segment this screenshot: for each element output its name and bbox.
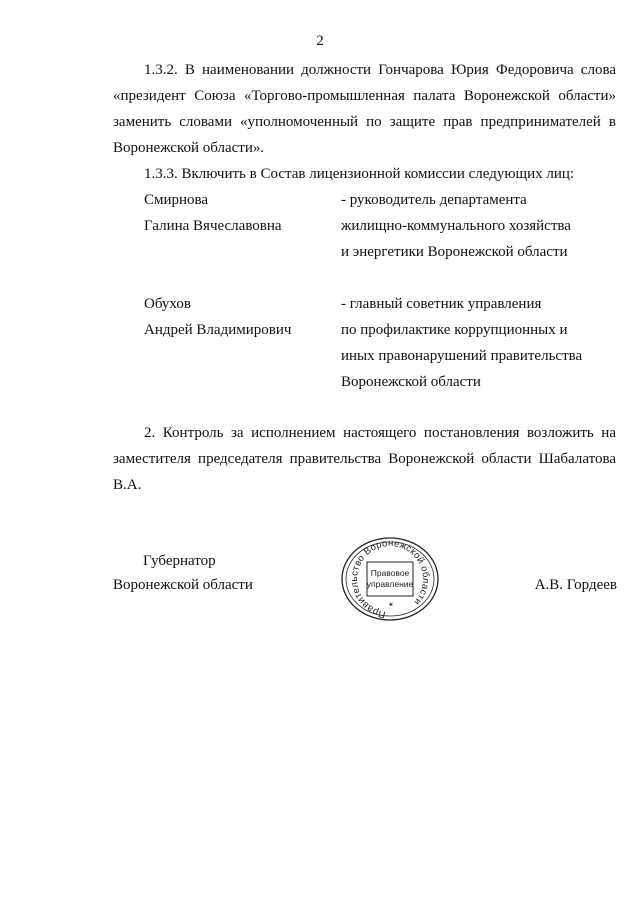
signatory-position-line: Губернатор	[143, 553, 216, 569]
member-role	[341, 187, 621, 265]
svg-text:✶: ✶	[388, 602, 394, 609]
member-role-line: - руководитель департамента	[341, 192, 527, 208]
stamp-center-line: Правовое	[370, 568, 410, 578]
signature-block	[0, 537, 640, 639]
page-number: 2	[316, 33, 324, 49]
stamp-ring-text: Правительство Воронежской области	[349, 537, 432, 620]
member-surname: Обухов	[144, 296, 191, 312]
paragraph-1-3-2: 1.3.2. В наименовании должности Гончарова Юрия Федоровича слова «президент Союза «Торгово-промышленная палата Воронежской области» заменить словами «уполномоченный по защите прав предпринимателей в Воронежской области».	[113, 62, 616, 156]
member-surname: Смирнова	[144, 192, 209, 208]
member-role-line: - главный советник управления	[341, 296, 542, 312]
member-role-line: по профилактике коррупционных и	[341, 322, 568, 338]
member-role-line: иных правонарушений правительства	[341, 348, 583, 364]
signatory-position-line: Воронежской области	[113, 577, 253, 593]
paragraph-2: 2. Контроль за исполнением настоящего постановления возложить на заместителя председателя правительства Воронежской области Шабалатова В.А.	[113, 425, 616, 493]
signatory-position	[113, 549, 253, 597]
seal-stamp	[339, 536, 441, 622]
signatory-name: А.В. Гордеев	[534, 577, 617, 593]
paragraph-1-3-3: 1.3.3. Включить в Состав лицензионной комиссии следующих лиц:	[144, 166, 575, 182]
member-role-line: жилищно-коммунального хозяйства	[341, 218, 571, 234]
stamp-center-line: управление	[366, 579, 414, 589]
member-role-line: и энергетики Воронежской области	[341, 244, 568, 260]
member-name	[144, 187, 334, 239]
member-given-names: Андрей Владимирович	[144, 322, 292, 338]
member-name	[144, 291, 334, 343]
member-role	[341, 291, 621, 395]
member-role-line: Воронежской области	[341, 374, 481, 390]
member-given-names: Галина Вячеславовна	[144, 218, 282, 234]
